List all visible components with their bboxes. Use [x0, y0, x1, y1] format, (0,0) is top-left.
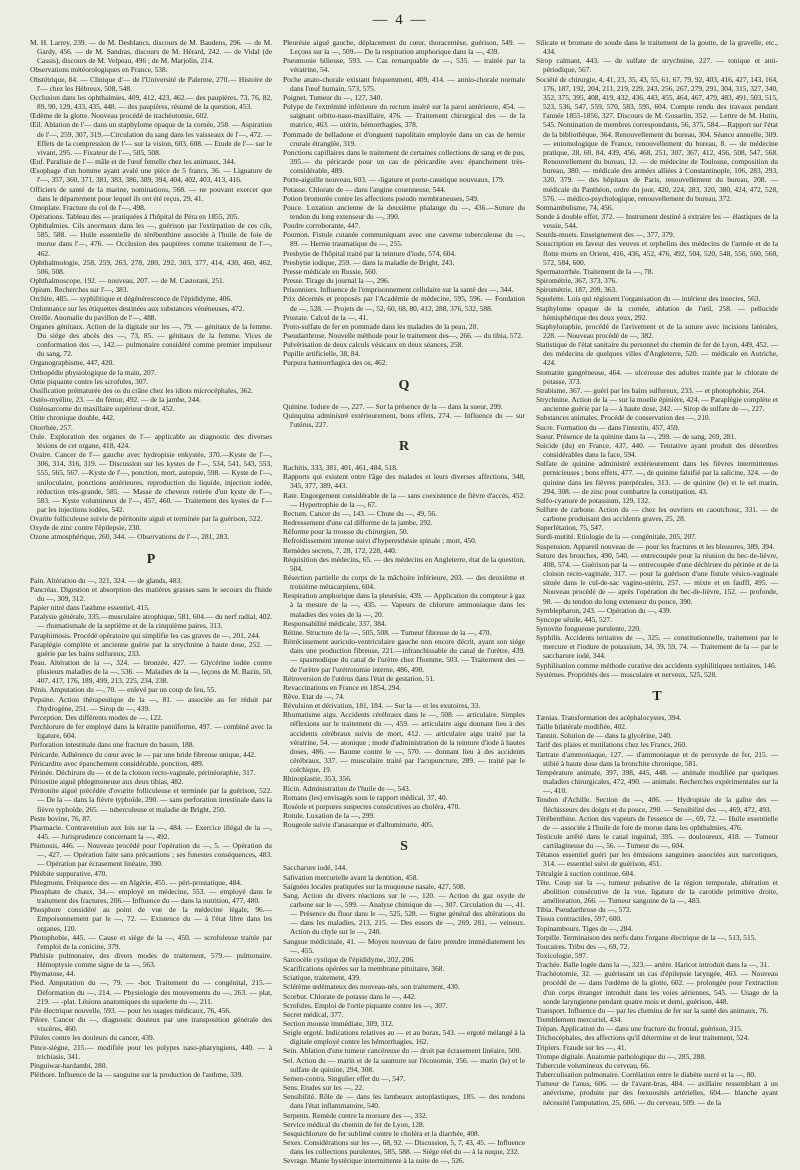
index-entry: Trachée. Balle logée dans la —, 323.— artère. Haricot introduit dans la —, 31.: [536, 960, 770, 970]
index-entry: Pepsine. Action thérapeutique de la —, 81. — associée au fer réduit par l'hydrogène, 251. — Sirop de —, 439.: [30, 694, 272, 713]
index-entry: Systèmes. Propriétés des — musculaire et nerveux, 525, 528.: [536, 669, 718, 679]
index-entry: Poudre corroborante, 447.: [283, 221, 361, 231]
index-entry: Photophobie, 445. — Cause et siége de la —, 450. — scrofuleuse traitée par l'emploi de la conicine, 379.: [30, 932, 272, 951]
index-entry: Respiration amphorique dans la pleurésie, 439. — Application du compteur à gaz à la mesure de la —, 435. — Vapeurs de chlorure ammoniaque dans les maladies des voies de la —, 20.: [283, 591, 525, 619]
index-entry: Sucre. Formation du — dans l'intestin, 457, 459.: [536, 422, 680, 432]
index-entry: Trichocéphales, des affections qu'il détermine et de leur traitement, 524.: [536, 1033, 750, 1043]
index-entry: Œsophage d'un homme ayant avalé une pièce de 5 francs, 36. — Lignature de l'—, 357, 360, 371, 381, 383, 386, 389, 394, 404, 402, 403, 413, 416.: [30, 166, 272, 185]
index-entry: Quinquina administré extérieurement, bons effets, 274. — Influence du — sur l'utérus, 227.: [283, 410, 525, 429]
index-entry: Somnambulisme, 74, 456.: [536, 202, 614, 212]
index-entry: Syphilisation comme méthode curative des accidents syphilitiques tertiaires, 146.: [536, 660, 777, 670]
index-entry: Sexes. Considérations sur les —, 68, 92. — Discussion, 5, 7, 43, 45. — Influence dans les collections purulentes, 585, 588. — Siége réel du — à la nuque, 232.: [283, 1138, 525, 1157]
index-entry: Orthopédie physiologique de la main, 207.: [30, 367, 157, 377]
index-entry: Superfétation, 75, 547.: [536, 523, 604, 533]
index-columns: [30, 38, 778, 1166]
index-entry: Tænias. Transformation des acéphalocystes, 394.: [536, 712, 682, 722]
index-entry: Tête. Coup sur la —, tumeur pulsative de la région temporale, altération et abolition consécutive de la vue, ligature de la carotide primitive droite, amélioration, 266. — Tumeur sanguine de la —, 483.: [536, 877, 778, 906]
index-entry: Ortie piquante contre les scrofules, 307.: [30, 376, 149, 386]
index-entry: Peste bovine, 76, 87.: [30, 813, 92, 823]
index-entry: Ponctions capillaires dans le traitement de certaines collections de sang et de pus, 395.— du péricarde pour un cas de péricardite avec épanchement très-considérable, 489.: [283, 147, 525, 176]
index-entry: Trachéotomie, 32. — guérissant un cas d'épilepsie laryngée, 463. — Nouveau procédé de — dans l'œdème de la glotte, 602. — prolongée pour l'extraction d'un corps étranger introduit dans les voies aériennes, 545. — Usage de la sonde laryngienne pendant quatre mois et demi, guérison, 448.: [536, 969, 778, 1006]
index-entry: Prisonniers. Influence de l'emprisonnement cellulaire sur la santé des —, 344.: [283, 285, 514, 295]
index-entry: Transport. Influence du — par les chemins de fer sur la santé des animaux, 76.: [536, 1005, 769, 1015]
index-entry: Toxicologie, 597.: [536, 951, 588, 960]
page-number: — 4 —: [372, 12, 428, 28]
index-entry: Presse médicale en Russie, 560.: [283, 266, 378, 276]
index-entry: Pneumonie bilieuse, 593. — Cas remarquable de —, 535. — traitée par la vératrine, 54.: [283, 56, 525, 75]
index-entry: Œdème de la glotte. Nouveau procédé de trachéotomie, 602.: [30, 111, 209, 121]
index-entry: Rhinoplastie, 353, 356.: [283, 774, 352, 784]
index-entry: Ovarite folliculeuse suivie de péritonite aiguë et terminée par la guérison, 522.: [30, 514, 263, 524]
index-entry: Oreille. Anomalie du pavillon de l'—, 488.: [30, 312, 157, 322]
index-entry: Rate. Engorgement considérable de la — sans coexistence de fièvre d'accès, 452. — Hypertrophie de la —, 67.: [283, 490, 525, 509]
index-entry: Tremblement mercuriel, 434.: [536, 1015, 623, 1025]
index-entry: Taille bilatérale modifiée, 402.: [536, 722, 627, 732]
index-entry: Sang. Action du divers réactions sur le —, 120. — Action du gaz oxyde de carbone sur le —, 599. — Analyse chimique du —, 307. Circulation du —, 41. — Présence du fluor dans le —, 525, 528. — Signe général des altérations du — dans les maladies, 213, 215. — Des essors de —, 269, 281. — veineux. Action du chyle sur le —, 240.: [283, 890, 525, 937]
index-entry: Organographisme, 447, 420.: [30, 358, 115, 368]
index-entry: Résection partielle du corps de la mâchoire inférieure, 203. — des deuxième et troisième métacarpiens, 604.: [283, 572, 525, 592]
index-entry: Rêve. Etat de —, 74.: [283, 692, 345, 701]
index-entry: Pilore. Cancer du —, diagnostic douteux par une transposition générale des viscères, 460.: [30, 1015, 272, 1034]
index-entry: Pleurésie aiguë gauche, déplacement du cœur, thoracentèse, guérison, 549. — Leçons sur la —, 509.— De la respiration amphorique dans la —, 439.: [283, 38, 525, 57]
index-entry: Pharmacie. Contravention aux lois sur la —, 484. — Exercice illégal de la —, 445. — Jurisprudence concernant la —, 492.: [30, 822, 272, 841]
index-entry: Pile électrique nouvelle, 593. — pour les usages médicaux, 76, 456.: [30, 1005, 231, 1015]
index-entry: Térébenthine. Action des vapeurs de l'essence de —, 69, 72. — Huile essentielle de — associée à l'huile de foie de morue dans les ophthalmies, 476.: [536, 813, 778, 832]
index-entry: Spirométrie, 187, 209, 363.: [536, 285, 618, 295]
index-entry: Ophthalmoscope, 192. — nouveau, 207. — de M. Castorani, 251.: [30, 276, 225, 286]
index-entry: Ozone atmosphérique, 260, 344. — Observations de l'—, 281, 283.: [30, 532, 229, 542]
index-column-1: [30, 38, 272, 1148]
index-entry: Périnée. Déchirure du — et de la cloison recto-vaginale, périnéoraphie, 317.: [30, 767, 256, 777]
index-entry: Revaccinations en France en 1854, 294.: [283, 682, 402, 692]
index-entry: Réquisition des médecins, 65. — des médecins en Angleterre, état de la question, 504.: [283, 554, 525, 573]
index-entry: Pléthore. Influence de la — sanguine sur la production de l'asthme, 339.: [30, 1070, 244, 1080]
index-entry: Tumeur de l'anus, 606. — de l'avant-bras, 484. — axillaire ressemblant à un anévrisme, produite par des fœxuosités artérielles, 604.— blanche ayant nécessité l'amputation, 25, 606. — du cerveau, 509. — de la: [536, 1079, 778, 1107]
index-entry: Sulfo-cyanure de potassium, 129, 132.: [536, 495, 650, 505]
index-entry: Rougeole suivie d'anasarque et d'albuminurie, 405.: [283, 820, 434, 830]
index-entry: Sourds-muets. Enseignement des —, 377, 379.: [536, 230, 675, 240]
index-entry: Trompe digitale. Anatomie pathologique du —, 285, 288.: [536, 1051, 706, 1061]
index-entry: Saccharure iodé, 144.: [283, 863, 348, 873]
index-entry: Opérations. Tableau des — pratiquées à l'hôpital de Péra en 1855, 205.: [30, 211, 240, 221]
index-entry: Révulsion et dérivation, 181, 184. — Sur la — et les exutoires, 33.: [283, 701, 481, 711]
index-entry: Sangsue médicinale, 41. — Moyen nouveau de faire prendre immédiatement les —, 455.: [283, 936, 525, 955]
index-entry: Sesquichlorure de fer sublimé contre le choléra et la diarrhée, 408.: [283, 1128, 480, 1138]
index-entry: Péricarde. Adhérence du cœur avec le — par une bride fibreuse unique, 442.: [30, 749, 256, 759]
index-entry: Surdi-mutité. Etiologie de la — congénitale, 205, 207.: [536, 532, 697, 542]
index-entry: Sevrage. Manie hystérique intermittente à la suite de —, 526.: [283, 1156, 465, 1166]
index-column-2: [283, 38, 525, 1166]
index-entry: Presse. Tirage du journal la —, 296.: [283, 276, 390, 286]
index-entry: Obstétrique, 84. — Clinique d'— de l'Université de Palerme, 270.— Histoire de l'— chez les Hébreux, 508, 548.: [30, 74, 272, 93]
index-entry: Semen-contra. Singulier effet du —, 547.: [283, 1073, 406, 1083]
index-entry: Phthisie pulmonaire, des divers modes de traitement, 579.— pulmonaire. Hémoptysie comme signe de la —, 563.: [30, 951, 272, 970]
index-entry: Sulfure de carbone. Action du — chez les ouvriers en caoutchouc, 331. — de carbone produisant des accidents graves, 25, 28.: [536, 504, 778, 524]
index-entry: Ostéo-myélite, 23. — du fémur, 492. — de la jambe, 244.: [30, 395, 201, 405]
index-entry: Purpura hæmorrhagica des os, 462.: [283, 358, 388, 368]
section-letter: T: [652, 688, 662, 704]
index-entry: Tuberculisation pulmonaire. Corrélation entre le diabète sucré et la —, 80.: [536, 1070, 756, 1080]
index-entry: Sonde à double effet, 372. — Instrument destiné à extraire les — élastiques de la vessie, 544.: [536, 211, 778, 231]
index-entry: Rapports qui existent entre l'âge des malades et leurs diverses affections, 348, 345, 377, 389, 443.: [283, 472, 525, 491]
index-entry: Réforme pour la trousse du chirurgien, 50.: [283, 527, 409, 537]
index-entry: Romans (les) envisagés sous le rapport médical, 37, 40.: [283, 792, 448, 802]
index-entry: Péricardite avec épanchement considérable, ponction, 489.: [30, 758, 204, 768]
index-entry: Phlegmons. Fréquence des — en Algérie, 455. — péri-prostatique, 484.: [30, 877, 242, 887]
index-entry: Poche anato-chorale existant fréquemment, 409, 414. — annio-chorale normale dans l'œuf humain, 573, 575.: [283, 74, 525, 93]
index-entry: Spirométrie, 367, 373, 376.: [536, 276, 618, 286]
index-entry: Spermatorrhée. Traitement de la —, 78.: [536, 266, 654, 276]
index-entry: Prostate. Calcul de la —, 41.: [283, 312, 368, 322]
index-entry: Tétanos essentiel guéri par les émissions sanguines associées aux narcotiques, 314. — essentiel suivi de guérison, 451.: [536, 850, 778, 869]
index-entry: Perception. Des différents modes de —, 122.: [30, 712, 163, 722]
index-entry: Tannin. Solution de — dans la glycérine, 240.: [536, 731, 672, 741]
index-entry: Ossification prématurée des os du crâne chez les idiots microcéphales, 362.: [30, 385, 253, 395]
index-entry: Ricin. Administration de l'huile de —, 543.: [283, 783, 411, 793]
index-entry: Phosphate de chaux, 34.— employé en médecine, 553. — employé dans le traitement des fractures, 206.— Influence du — dans la nutrition, 477, 480.: [30, 886, 272, 906]
index-entry: Seigle ergoté. Indications relatives au — et au borax, 543. — ergoté mélangé à la digitale employé contre les hémorrhagies, 162.: [283, 1028, 525, 1047]
index-entry: Squelette. Lois qui régissent l'organisation du — intérieur des insectes, 563.: [536, 294, 761, 304]
index-entry: Scarifications opérées sur la membrane pituitaire, 368.: [283, 964, 445, 974]
index-entry: Pancréas. Digestion et absorption des matières grasses sans le secours du fluide du —, 309, 312.: [30, 584, 272, 603]
index-entry: Section mousse immédiate, 309, 312.: [283, 1019, 394, 1028]
index-entry: Oxyde de zinc contre l'épilepsie, 230.: [30, 523, 142, 533]
index-entry: Rétrécissement auriculo-ventriculaire gauche non encore décrit, ayant son siége dans une production fibreuse, 221.—infranchissable du canal de l'urètre, 439. — spasmodique du canal de l'urètre chez l'homme, 503. — Traitement des — de l'urètre par l'urétrotomie interne, 486, 490.: [283, 637, 525, 674]
index-entry: Observations météorologiques en France, 538.: [30, 65, 168, 75]
index-entry: Potasse. Chlorate de — dans l'angine couenneuse, 544.: [283, 184, 446, 194]
index-entry: Organes génitaux. Action de la digitale sur les —, 79. — génitaux de la femme. Du siége des abcès des —, 73, 85. — génitaux de la femme. Vices de conformation des —, 142.— pulmonaire considéré comme premier impulseur du sang, 72.: [30, 321, 272, 359]
section-letter: P: [146, 551, 156, 567]
index-entry: Sel. Action du — marin et de la saumure sur l'économie, 356. — marin (le) et le sulfate de quinine, 294, 308.: [283, 1055, 525, 1074]
index-entry: Pied. Amputation du —, 79. — -bot. Traitement du — congénital, 215.— Déformation du —, 214. — Physiologie des mouvements du —, 263. — plat, 219. — -plat. Lésions anatomiques du squelette du —, 211.: [30, 978, 272, 1006]
index-entry: Ophthalmies. Cils anormaux dans les —, guérison par l'extirpation de ces cils, 585, 588. — Huile essentielle de térébenthine associée à l'huile de foie de morue dans l'—, 476. — Occlusion des paupières comme traitement de l'—, 462.: [30, 221, 272, 258]
section-letter: R: [398, 439, 410, 455]
index-entry: Sein. Ablation d'une tumeur cancéreuse du — droit par écrasement linéaire, 500.: [283, 1046, 522, 1056]
index-entry: Strychnine. Action de la — sur la moelle épinière, 424. — Paraplégie complète et ancienne guérie par la — à haute dose, 242. — Sirop de sulfate de —, 227.: [536, 395, 778, 414]
index-entry: Perforation intestinale dans une fracture du bassin, 188.: [30, 740, 195, 750]
index-entry: Saignées locales pratiquées sur la muqueuse nasale, 427, 508.: [283, 881, 466, 891]
index-entry: Sulfate de quinine administré extérieurement dans les fièvres intermittentes pernicieuses ; bons effets, 477. —, de quinine falsifié par la salicine, 324. — de quinine dans les fièvres puerpérales, 313. — de quinine (le) et le sel marin, 294, 308. — de zinc pour combattre la constipation, 43.: [536, 459, 778, 496]
index-entry: Pseudarthrose. Nouvelle méthode pour le traitement des—, 266. — du tibia, 572.: [283, 331, 523, 340]
index-entry: Stomatite gangréneuse, 464. — ulcéreuse des adultes traitée par le chlorate de potasse, 373.: [536, 367, 778, 386]
index-column-3: [536, 38, 778, 1148]
index-entry: Silicate et bromate de soude dans le traitement de la goutte, de la gravelle, etc., 434.: [536, 38, 778, 57]
index-entry: Œuf. Paralisie de l'— mâle et de l'œuf femelle chez les animaux, 344.: [30, 157, 236, 167]
index-entry: Presbytie iodique, 259. — dans la maladie de Bright, 243.: [283, 257, 455, 267]
index-entry: Roséole et purpures suspectes consécutives au choléra, 470.: [283, 801, 461, 811]
index-entry: Pouce. Luxation ancienne de la deuxième phalange du —, 436.—Suture du tendon du long extenseur du —, 390.: [283, 202, 525, 221]
index-entry: Polype de l'extrémité inférieure du rectum inséré sur la paroi antérieure, 454. — saignant orbito-naso-maxillaire, 476. — Traitement chirurgical des — de la matrice, 463. — utérin, hémorrhagies, 378.: [283, 102, 525, 130]
index-entry: Œil. Ablation de l'— dans un staphylome opaque de la cornée, 258. — Aspiration de l'—, 259, 307, 319.—Circulation du sang dans les vaisseaux de l'—, 472. — Effets de la compression de l'— sur la vision, 603, 608. — Etude de l'— sur le vivant, 295. — Fixateur de l'—, 505, 508.: [30, 120, 272, 157]
index-entry: Suicide (du) en France, 437, 440. — Tentative ayant produit des désordres considérables dans la face, 594.: [536, 440, 778, 460]
index-entry: Rétine. Structure de la —, 505, 508. — Tumeur fibreuse de la —, 470.: [283, 627, 492, 637]
index-entry: Scorbut. Chlorate de potasse dans le —, 442.: [283, 991, 417, 1001]
index-entry: Poignet. Tumeur du —, 127, 340.: [283, 92, 383, 102]
index-entry: Paralysie générale, 335.—musculaire atrophique, 581, 604.— du nerf radial, 402. — rhumatismale de la septième et de la cinquième paires, 313.: [30, 612, 272, 631]
index-entry: Porte-aiguille nouveau, 603. — -ligature et porte-caustique nouveaux, 179.: [283, 175, 505, 185]
index-entry: Refroidissement intense suivi d'hyperesthésie spinale ; mort, 450.: [283, 536, 477, 546]
index-entry: Responsabilité médicale, 337, 384.: [283, 618, 387, 628]
index-entry: Pupille artificielle, 38, 84.: [283, 349, 361, 359]
index-entry: Rectum. Cancer du —, 143. — Chute du —, 49, 56.: [283, 508, 437, 518]
index-entry: Staphylome opaque de la cornée, ablation de l'œil, 258. — pellucide hémisphérique des deux yeux, 292.: [536, 303, 778, 322]
index-entry: Tétralgie à suction continue, 604.: [536, 868, 635, 878]
index-entry: Ouïe. Exploration des organes de l'— applicable au diagnostic des diverses lésions de cet organe, 418, 424.: [30, 431, 272, 450]
index-entry: Périostite aiguë phlegmoneuse aux deux tibias, 482.: [30, 777, 184, 787]
index-entry: Péritonite aiguë précédée d'ovarite folliculeuse et terminée par la guérison, 522. — De la — dans la fièvre typhoïde, 290. — sans perforation intestinale dans la fièvre typhoïde, 265. — tuberculeuse et maladie de Bright, 250.: [30, 786, 272, 814]
index-entry: Torpille. Terminaison des nerfs dans l'organe électrique de la —, 513, 515.: [536, 932, 757, 942]
section-letter: S: [400, 839, 408, 855]
index-entry: Tubercule volumineux du cerveau, 66.: [536, 1060, 650, 1070]
index-entry: Omoplate. Fracture du col de l'—, 498.: [30, 202, 146, 212]
index-entry: Substances animales. Procédé de conservation des —, 210.: [536, 413, 711, 423]
index-entry: Quinine. Iodure de —, 227. — Sur la présence de la — dans la sueur, 299.: [283, 401, 503, 411]
index-entry: Toucaires. Tribu des —, 69, 72.: [536, 941, 630, 951]
index-entry: Pulvérisation de deux calculs vésicaux en deux séances, 258.: [283, 340, 464, 350]
index-entry: Pommade de belladone et d'onguent napolitain employée dans un cas de hernie crurale étranglée, 319.: [283, 129, 525, 148]
index-entry: Otite chronique double, 442.: [30, 413, 115, 423]
index-entry: Sclérème œdémateux des nouveau-nés, son traitement, 430.: [283, 982, 460, 992]
index-entry: Potion bromurée contre les affections pseudo membraneuses, 549.: [283, 193, 479, 203]
index-entry: Proto-sulfate de fer en pommade dans les maladies de la peau, 20.: [283, 321, 479, 331]
index-entry: Peau. Altération de la —, 324. — bronzée, 427. — Glycérine iodée contre plusieurs maladies de la —, 536. — Maladies de la —, leçons de M. Bazin, 50, 407, 417, 176, 189, 499, 213, 225, 234, 238.: [30, 658, 272, 686]
index-entry: Paraplégie complète et ancienne guérie par la strychnine à haute dose, 252. — guérie par les bains sulfureux, 233.: [30, 639, 272, 658]
index-entry: Souscription en faveur des veuves et orphelins des médecins de l'armée et de la flotte morts en Orient, 416, 436, 452, 476, 492, 504, 520, 548, 556, 560, 568, 572, 584, 600.: [536, 239, 778, 267]
index-entry: Ovaire. Cancer de l'— gauche avec hydropisie enkystée, 370.—Kyste de l'—, 306, 314, 316, 319. — Discussion sur les kystes de l'—, 534, 541, 543, 553, 555, 565, 567. —Kyste de l'—, ponction, mort, autopsie, 598. — Kyste de l'—, uniloculaire, ponctions antérieures, reproduction du liquide, injection iodée, réduction très-grande, 585. — Masse de cheveux retirée d'un kyste de l'—, 583. — Kyste volumineux de l'—, 457, 460. — Traitement des kystes de l'— par les injections iodées, 542.: [30, 450, 272, 514]
index-entry: Papier nitré dans l'asthme essentiel, 415.: [30, 603, 150, 613]
index-entry: Ostéosarcome du maxillaire supérieur droit, 452.: [30, 404, 175, 414]
index-entry: Sens. Etudes sur les —, 22.: [283, 1083, 364, 1093]
index-entry: Paraphimosis. Procédé opératoire qui simplifie les cas graves de —, 201, 244.: [30, 630, 261, 640]
index-entry: Société de chirurgie, 4, 41, 23, 35, 43, 55, 61, 67, 79, 92, 403, 416, 427, 143, 164, 176, 187, 192, 204, 211, 219, 229, 243, 256, 267, 279, 291, 304, 315, 327, 340, 352, 375, 395, 408, 419, 432, 436, 443, 455, 464, 467, 479, 483, 491, 503, 515, 523, 536, 547, 559, 570, 583, 595, 604. Compte rendu des travaux pendant l'année 1855-1856, 327. Discours de M. Gosselin, 352. — Lettre de M. Hutin, 545. Nomination de membres correspondants, 56, 375, 584.—Rapport sur l'état de la bibliothèque, 364. Renouvellement du bureau, 304. Séance annuelle, 309. — entomologique de France, renouvellement du bureau, 8. — de médecine pratique, 28, 60, 84, 439, 456, 468, 251, 307, 367, 412, 456, 508, 547, 568. Renouvellement du bureau, 12. — de médecine de Toulouse, composition du bureau, 380. — médicale des armées alliées à Constantinople, 106, 283, 293, 320, 379. — des hôpitaux de Paris, renouvellement du bureau, 208. — médicale du Panthéon, ordre du jour, 420, 224, 283, 320, 380, 424, 472, 528, 576. — médico-psychologique, renouvellement du bureau, 372.: [536, 74, 778, 203]
section-letter: Q: [398, 377, 410, 393]
index-entry: Tissus contractiles, 597, 600.: [536, 914, 622, 924]
index-entry: Symblepharon, 243. — Opération du —, 439.: [536, 605, 672, 615]
index-entry: Phymatose, 44.: [30, 969, 76, 979]
index-entry: Synovite fongueuse purulente, 220.: [536, 624, 641, 633]
index-entry: Staphyloraphie, procédé de l'avivement et de la suture avec incisions latérales, 228. — Nouveau procédé de —, 382.: [536, 321, 778, 340]
index-entry: Tartrate d'ammoniaque, 127. — d'ammoniaque et de peroxyde de fer, 215. — stibié à haute dose dans la bronchite chronique, 581.: [536, 749, 778, 768]
index-entry: Occlusion dans les ophthalmies, 409, 412, 423, 462.— des paupières, 73, 76, 82, 89, 90, 129, 433, 435, 448. — des paupières, résumé de la question, 453.: [30, 92, 272, 112]
index-entry: Poumon. Fistule cutanée communiquant avec une caverne tuberculeuse du —, 89. — Hernie traumatique du —, 255.: [283, 230, 525, 249]
index-entry: Orchite, 485. — syphilitique et dégénérescence de l'épididyme, 406.: [30, 294, 233, 304]
index-entry: Statistique de l'état sanitaire du personnel du chemin de fer de Lyon, 449, 452. — des médecins de quelques villes d'Angleterre, 520. — médicale en Autriche, 424.: [536, 340, 778, 368]
index-entry: Sueur. Présence de la quinine dans la —, 299. — de sang, 269, 281.: [536, 431, 737, 441]
index-entry: Service médical du chemin de fer de Lyon, 128.: [283, 1119, 425, 1129]
index-entry: Presbytie de l'hôpital traité par la teinture d'iode, 574, 604.: [283, 248, 457, 258]
index-entry: Opium. Recherches sur l'—, 383.: [30, 285, 129, 295]
index-entry: Pénis. Amputation du —, 70. — enlevé par un coup de feu, 55.: [30, 685, 217, 695]
index-entry: Rachitis, 333, 381, 401, 461, 484, 518.: [283, 463, 398, 473]
index-entry: Tarif des plaies et mutilations chez les Francs, 260.: [536, 740, 687, 750]
index-entry: Rhumatisme aigu. Accidents cérébraux dans le —, 508. — articulaire. Simples réflexions sur le traitement du —, 459. — articulaire aigu donnant lieu à des accidents cérébraux suivis de mort, 412. — articulaire aigu traité par la vératrine, 54. — atonique ; mode d'administration de la teinture d'iode à hautes doses, 486. — Baume contre le —, 570. — donnant lieu à des accidents cérébraux, 337. — musculaire traité par l'acupuncture, 289. — traité par le colchique, 19.: [283, 710, 525, 775]
index-entry: Remèdes secrets, 7, 28, 172, 228, 440.: [283, 545, 397, 555]
index-entry: Prix décernés et proposés par l'Académie de médecine, 595, 596. — Fondation de —, 528. — Projets de —, 52, 60, 68, 80, 412, 288, 376, 532, 588.: [283, 294, 525, 313]
index-entry: Rotule. Luxation de la —, 299.: [283, 811, 375, 821]
index-entry: Secret médical, 377.: [283, 1009, 344, 1019]
index-entry: Otorrhée, 257.: [30, 422, 73, 432]
index-entry: Suture des bronches, 490, 540. — entrecoupée pour la réunion du bec-de-lièvre, 408, 574. — Guérison par la — entrecoupée d'une déchirure du périnée et de la cloison recto-vaginale, 317. — pour la guérison d'une fistule vésico-vaginale située dans le cul-de-sac vagino-utérin, 257. — mixte et en fauffl, 495. — Nouveau procédé de — après l'opération du bec-de-lièvre, 152. — profonde, 98. — du tendon du long extenseur du pouce, 390.: [536, 550, 778, 606]
index-entry: Serpents. Remède contre la morsure des —, 332.: [283, 1110, 428, 1120]
index-entry: Pain. Altération du —, 321, 324. — de glands, 483.: [30, 575, 183, 585]
index-entry: Phimosis, 446. — Nouveau procédé pour l'opération du —, 5. — Opération du —, 427. — Opération faite sans précautions ; ses funestes conséquences, 483. — Opération par écrasement linéaire, 390.: [30, 841, 272, 869]
index-entry: Redressement d'une cal difforme de la jambe, 292.: [283, 518, 433, 528]
index-entry: Scrofules. Emploi de l'ortie piquante contre les —, 307.: [283, 1000, 448, 1010]
index-entry: Pinguiwar-hardambi, 280.: [30, 1060, 108, 1070]
index-entry: Tripiers. Fraude sur les —, 41.: [536, 1042, 627, 1052]
index-entry: Tendon d'Achille. Section du —, 406. — Hydropisie de la gaîne des — fléchisseurs des doigts et du pouce, 290. — Sensibilité des —, 469, 472, 493.: [536, 795, 778, 814]
index-entry: Phosphore considéré au point de vue de la médecine légale, 96.— Empoisonnement par le —, 72. — Existence du — à l'état libre dans les organes, 120.: [30, 905, 272, 933]
index-entry: Tibia. Pseudarthrose du —, 572.: [536, 905, 632, 915]
index-entry: Strabisme, 367. — guéri par les bains sulfureux, 233. — et photophobie, 264.: [536, 385, 766, 395]
index-entry: Ophthalmologie, 258, 259, 263, 278, 280, 292, 303, 377, 414, 430, 460, 462, 506, 508.: [30, 257, 272, 276]
index-entry: Syncope sénile, 445, 527.: [536, 614, 612, 624]
index-entry: Phlébite suppurative, 470.: [30, 868, 108, 878]
index-entry: Sensibilité. Rôle de — dans les lambeaux autoplastiques, 185. — des tendons dans l'état inflammatoire, 540.: [283, 1092, 525, 1111]
index-entry: Syphilis. Accidents tertiaires de —, 325. — constitutionnelle, traitement par le mercure et l'iodure de potassium, 34, 39, 59, 74. — Traitement de la — par le saccharure iodé, 344.: [536, 633, 778, 661]
index-entry: Suspension. Appareil nouveau de — pour les fractures et les blessures, 389, 394.: [536, 541, 775, 551]
index-entry: Température animale, 397, 398, 445, 448. — animale modifiée par quelques maladies chirurgicales, 472, 490. — animale. Recherches expérimentales sur la —, 410.: [536, 767, 778, 796]
index-entry: Pilules contre les douleurs du cancer, 439.: [30, 1033, 155, 1043]
index-entry: Sarcocèle cystique de l'épididyme, 202, 206.: [283, 954, 415, 964]
index-entry: Ordonnance sur les étiquettes destinées aux substances vénéneuses, 472.: [30, 303, 245, 313]
index-entry: Sirop calmant, 443. — de sulfate de strychnine, 227. — tonique et anti-périodique, 567.: [536, 56, 778, 75]
index-entry: Rétroversion de l'utérus dans l'état de gestation, 51.: [283, 673, 435, 683]
index-entry: Sciatique, traitement, 439.: [283, 973, 361, 983]
index-entry: Officiers de santé de la marine, nominations, 568. — ne pouvant exercer que dans le département pour lequel ils ont été reçus, 29, 41.: [30, 184, 272, 203]
index-entry: Trépan. Application du — dans une fracture du frontal, guérison, 315.: [536, 1024, 743, 1034]
index-entry: Salivation mercurielle avant la dentition, 458.: [283, 872, 419, 882]
index-entry: Testicule arrêté dans le canal inguinal, 395. — douloureux, 418. — Tumeur cartilagineuse du —, 56. — Tumeur du —, 604.: [536, 831, 778, 851]
index-entry: Topinambours. Tiges de —, 284.: [536, 923, 634, 933]
index-entry: Pince-siègne, 215.— modifiée pour les polypes naso-pharyngiens, 440. — à trichiasis, 341.: [30, 1042, 272, 1061]
index-entry: M. H. Larrey, 239. — de M. Desblancs, discours de M. Baudens, 296. — de M. Gardy, 456. — de M. Sandras, discours de M. Hérard, 242. — de Vidal (de Cassis), discours de M. Velpeau, 496 ; de M. Marjolin, 214.: [30, 38, 272, 66]
index-entry: Perchlorure de fer employé dans la kératite pannïforme, 497. — combiné avec la ligature, 604.: [30, 722, 272, 741]
